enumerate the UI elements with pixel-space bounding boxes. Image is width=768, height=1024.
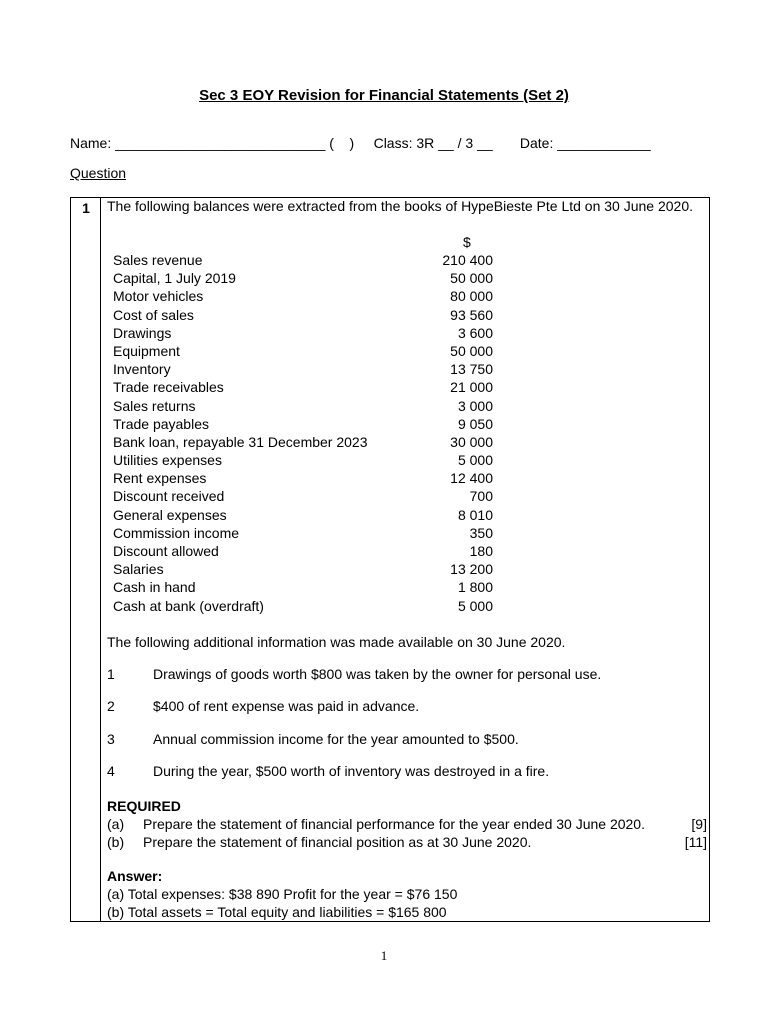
answer-line: (a) Total expenses: $38 890 Profit for the year = $76 150	[107, 886, 458, 902]
note-item	[107, 666, 601, 682]
balance-name: Equipment	[113, 342, 180, 359]
balance-row	[113, 360, 493, 378]
balance-name: Cash at bank (overdraft)	[113, 597, 264, 614]
balance-name: Salaries	[113, 561, 164, 578]
balance-name: Discount allowed	[113, 543, 219, 559]
note-number: 1	[107, 666, 115, 682]
balance-name: Drawings	[113, 324, 172, 341]
balances-table	[113, 251, 493, 615]
balance-amount: 30 000	[450, 433, 493, 450]
balance-amount: 12 400	[450, 470, 493, 487]
balance-amount: 50 000	[450, 270, 493, 287]
note-number: 3	[107, 731, 115, 747]
balance-name: Bank loan, repayable 31 December 2023	[113, 433, 368, 450]
balance-row	[113, 324, 493, 342]
page-number: 1	[380, 948, 388, 963]
balance-amount: 3 600	[457, 324, 493, 341]
balance-name: Discount received	[113, 488, 225, 505]
balance-amount: 5 000	[457, 452, 493, 469]
balance-amount: 80 000	[450, 288, 493, 305]
balance-name: General expenses	[113, 506, 227, 523]
balance-amount: 5 000	[457, 597, 493, 614]
required-letter: (b)	[107, 834, 125, 850]
question-intro: The following balances were extracted from the books of HypeBieste Pte Ltd on 30 June 2020.	[107, 198, 694, 214]
balance-row	[113, 560, 493, 578]
additional-info-intro: The following additional information was made available on 30 June 2020.	[107, 634, 566, 650]
balance-name: Capital, 1 July 2019	[113, 270, 236, 287]
date-field: Date: ____________	[519, 135, 651, 151]
balance-name: Commission income	[113, 524, 240, 541]
balance-row	[113, 469, 493, 487]
balance-amount: 8 010	[457, 506, 493, 523]
balance-amount: 1 800	[457, 579, 493, 596]
note-text: Drawings of goods worth $800 was taken by the owner for personal use.	[153, 666, 602, 682]
student-info-line	[70, 135, 651, 151]
balance-row	[113, 269, 493, 287]
balance-row	[113, 524, 493, 542]
balance-name: Utilities expenses	[113, 452, 222, 469]
answer-heading: Answer:	[107, 868, 163, 884]
question-box	[70, 197, 710, 922]
balance-row	[113, 306, 493, 324]
note-text: During the year, $500 worth of inventory was destroyed in a fire.	[153, 763, 550, 779]
question-label: Question	[70, 165, 127, 181]
balance-row	[113, 487, 493, 505]
balance-amount: 700	[469, 488, 493, 505]
balance-amount: 3 000	[457, 397, 493, 414]
balance-amount: 13 200	[450, 561, 493, 578]
note-text: $400 of rent expense was paid in advance.	[153, 698, 420, 714]
balance-row	[113, 378, 493, 396]
page-title: Sec 3 EOY Revision for Financial Statements (Set 2)	[199, 87, 569, 104]
balance-name: Sales returns	[113, 397, 196, 414]
balance-row	[113, 251, 493, 269]
required-text: Prepare the statement of financial position as at 30 June 2020.	[143, 834, 532, 850]
note-item	[107, 698, 419, 714]
note-item	[107, 731, 519, 747]
balance-row	[113, 287, 493, 305]
balance-row	[113, 397, 493, 415]
required-item	[107, 816, 707, 832]
note-number: 2	[107, 698, 115, 714]
balance-name: Cost of sales	[113, 306, 194, 323]
note-item	[107, 763, 549, 779]
balance-row	[113, 342, 493, 360]
balance-amount: 210 400	[442, 252, 493, 268]
required-letter: (a)	[107, 816, 125, 832]
answer-line: (b) Total assets = Total equity and liabilities = $165 800	[107, 904, 447, 920]
balance-row	[113, 506, 493, 524]
balance-amount: 21 000	[450, 379, 493, 396]
balance-name: Motor vehicles	[113, 288, 204, 305]
note-text: Annual commission income for the year amounted to $500.	[153, 731, 519, 747]
balance-amount: 50 000	[450, 342, 493, 359]
balance-name: Rent expenses	[113, 470, 207, 487]
balance-name: Trade payables	[113, 415, 209, 432]
balance-name: Cash in hand	[113, 579, 196, 596]
balance-row	[113, 597, 493, 615]
balance-name: Inventory	[113, 361, 171, 378]
question-number: 1	[82, 200, 90, 216]
required-item	[107, 834, 707, 850]
balance-amount: 9 050	[457, 415, 493, 432]
balance-amount: 93 560	[450, 306, 493, 323]
balance-row	[113, 415, 493, 433]
note-number: 4	[107, 763, 115, 779]
balance-row	[113, 578, 493, 596]
balance-name: Trade receivables	[113, 379, 224, 396]
currency-header: $	[463, 234, 471, 250]
balance-row	[113, 433, 493, 451]
balance-amount: 13 750	[450, 361, 493, 378]
question-number-column	[71, 198, 101, 921]
balance-amount: 180	[469, 543, 493, 559]
balance-row	[113, 451, 493, 469]
class-field: Class: 3R __ / 3 __	[373, 135, 493, 151]
balance-row	[113, 542, 493, 560]
required-heading: REQUIRED	[107, 798, 181, 814]
balance-amount: 350	[469, 524, 493, 541]
name-field: Name: ___________________________ ( )	[70, 135, 355, 151]
required-text: Prepare the statement of financial performance for the year ended 30 June 2020.	[143, 816, 645, 832]
balance-name: Sales revenue	[113, 252, 203, 268]
required-marks: [11]	[684, 834, 707, 850]
required-marks: [9]	[691, 816, 707, 832]
